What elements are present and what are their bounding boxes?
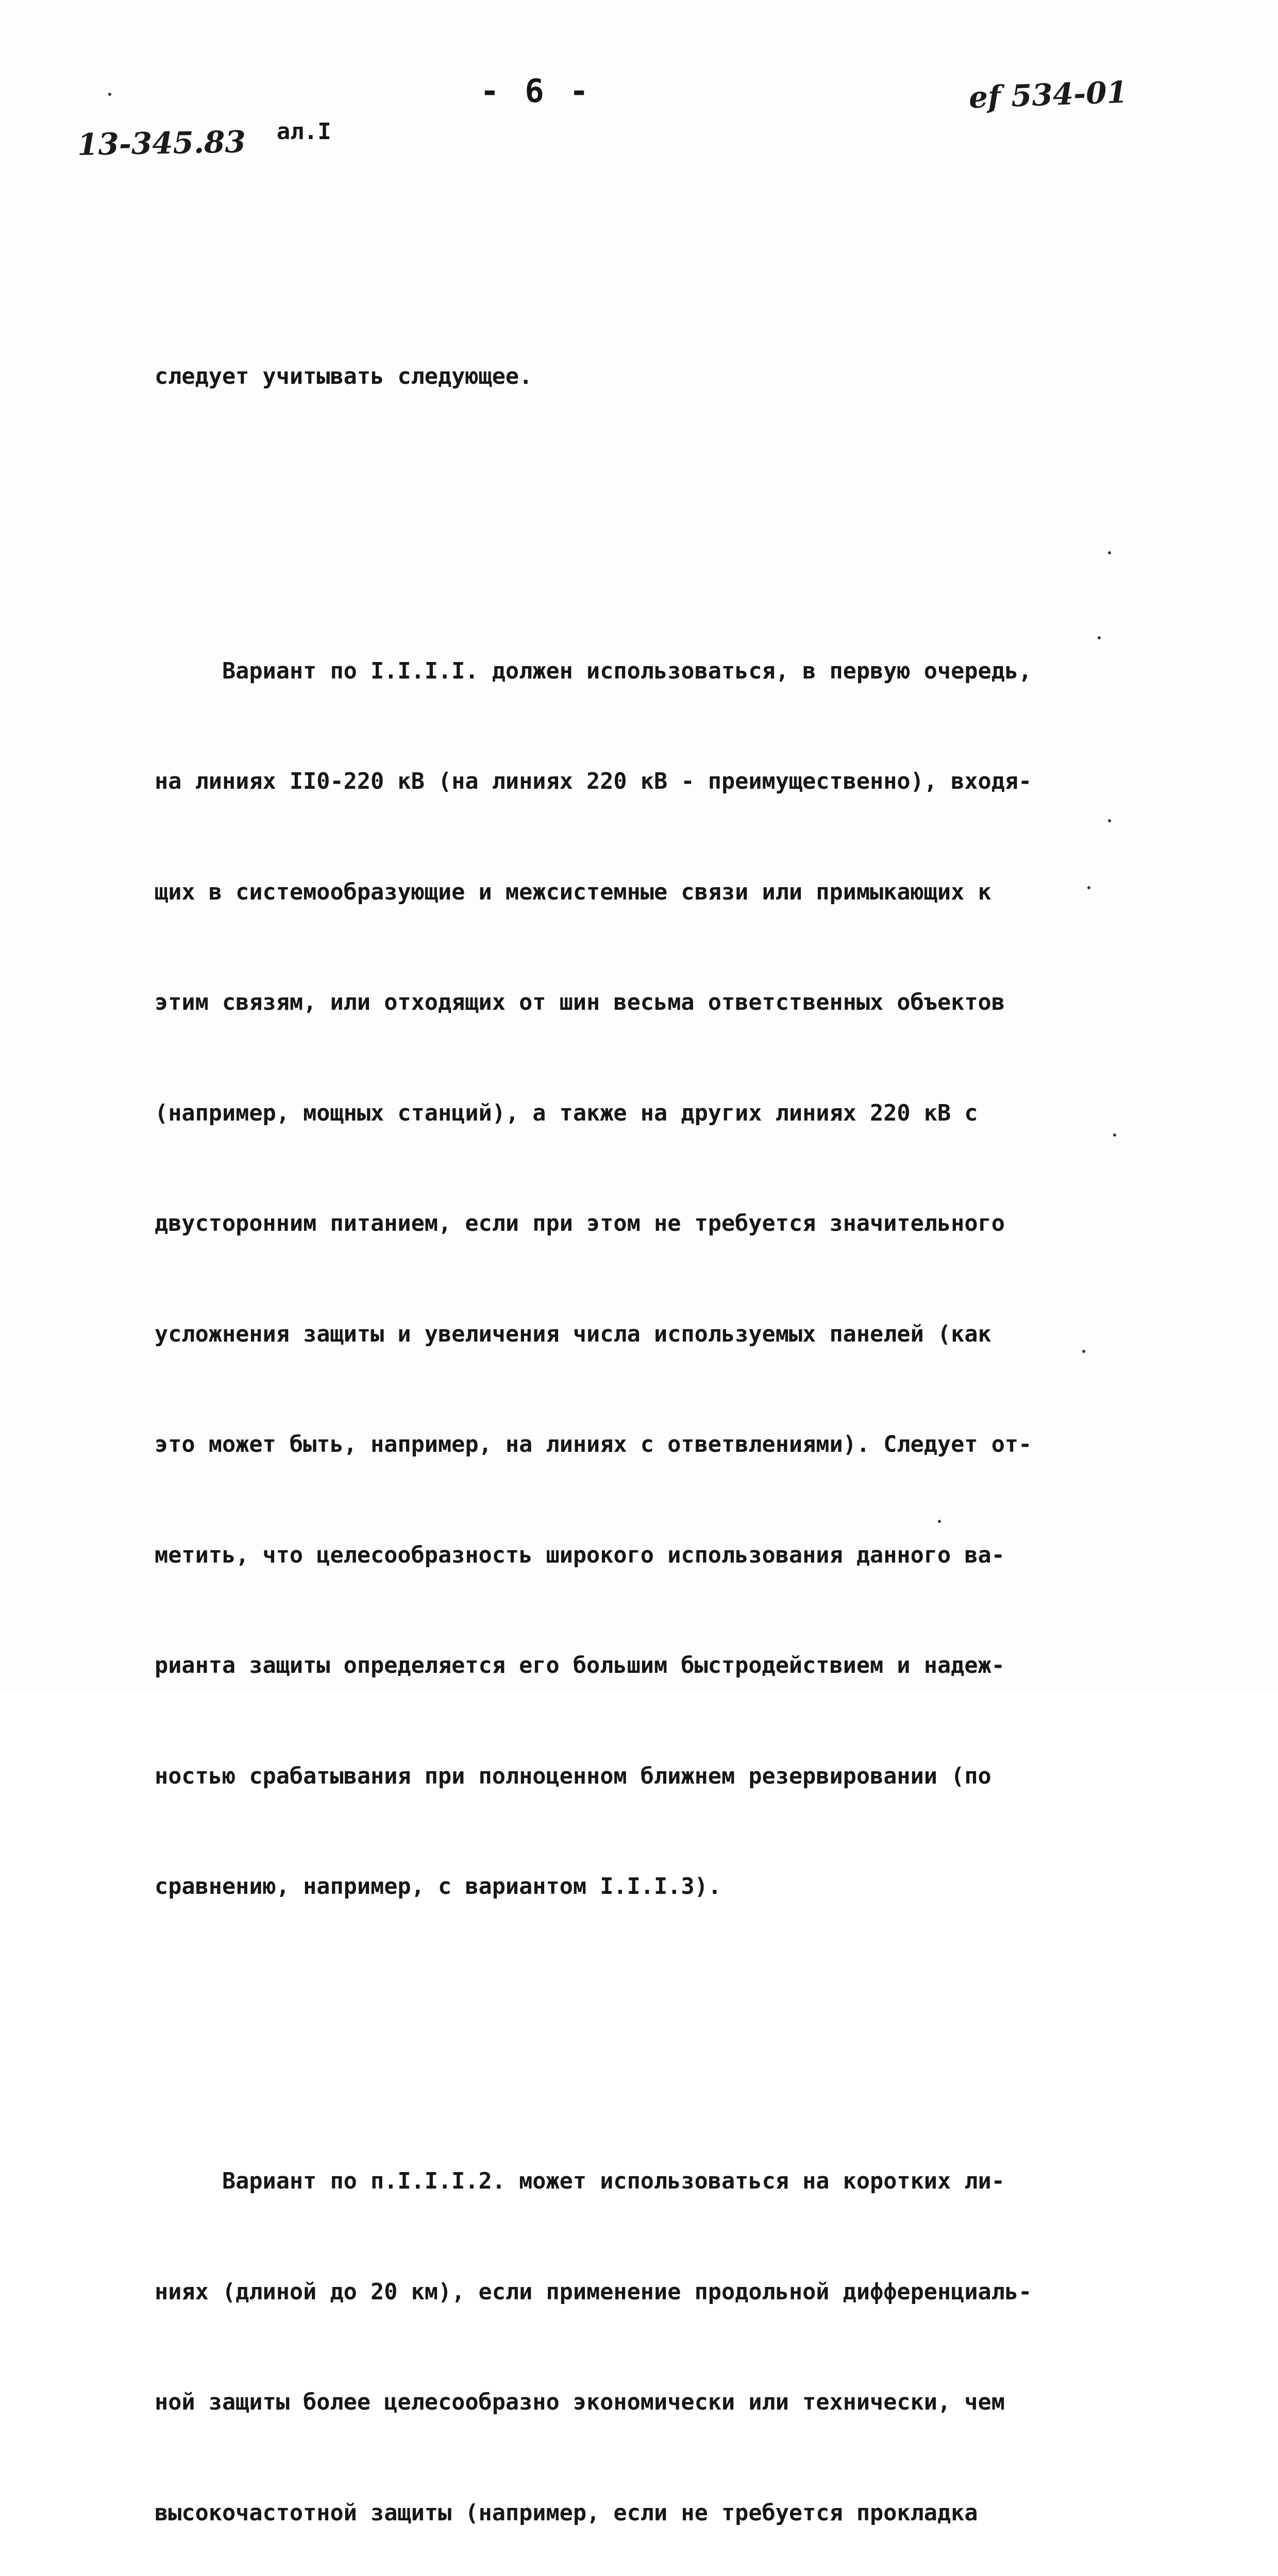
header-left bbox=[77, 118, 331, 161]
page-number: - 6 - bbox=[480, 72, 592, 110]
scan-speck bbox=[1113, 1133, 1116, 1137]
scan-speck bbox=[1087, 886, 1090, 889]
handwritten-code-right: ef 534-01 bbox=[968, 74, 1128, 115]
text-line: ной защиты более целесообразно экономически или технически, чем bbox=[155, 2389, 1005, 2415]
text-line: метить, что целесообразность широкого использования данного ва- bbox=[155, 1542, 1005, 1568]
paragraph bbox=[155, 580, 1123, 1979]
text-line: ностью срабатывания при полноценном ближнем резервировании (по bbox=[155, 1763, 991, 1789]
text-line: ниях (длиной до 20 км), если применение продольной дифференциаль- bbox=[155, 2279, 1032, 2305]
text-line: следует учитывать следующее. bbox=[155, 363, 533, 389]
text-line: Вариант по I.I.I.I. должен использоваться, в первую очередь, bbox=[155, 658, 1032, 684]
body-text bbox=[155, 174, 1123, 2576]
scan-speck bbox=[1108, 819, 1111, 822]
scan-speck bbox=[108, 93, 111, 96]
handwritten-code-left: 13-345.83 bbox=[77, 124, 246, 162]
text-line: сравнению, например, с вариантом I.I.I.3). bbox=[155, 1874, 721, 1900]
text-line: (например, мощных станций), а также на других линиях 220 кВ с bbox=[155, 1100, 978, 1126]
text-line: щих в системообразующие и межсистемные связи или примыкающих к bbox=[155, 879, 991, 905]
text-line: двусторонним питанием, если при этом не требуется значительного bbox=[155, 1211, 1005, 1236]
text-line: это может быть, например, на линиях с ответвлениями). Следует от- bbox=[155, 1432, 1032, 1458]
text-line: Вариант по п.I.I.I.2. может использоваться на коротких ли- bbox=[155, 2168, 1005, 2194]
paragraph bbox=[155, 285, 1123, 469]
text-line: усложнения защиты и увеличения числа используемых панелей (как bbox=[155, 1321, 991, 1347]
text-line: на линиях II0-220 кВ (на линиях 220 кВ - преимущественно), входя- bbox=[155, 769, 1032, 794]
text-line: высокочастотной защиты (например, если не требуется прокладка bbox=[155, 2500, 978, 2526]
scan-speck bbox=[1108, 551, 1111, 554]
sheet-mark: ал.I bbox=[276, 118, 331, 145]
text-line: этим связям, или отходящих от шин весьма ответственных объектов bbox=[155, 990, 1005, 1015]
scan-speck bbox=[938, 1520, 941, 1523]
paragraph bbox=[155, 2090, 1123, 2576]
scan-speck bbox=[1082, 1350, 1085, 1353]
scan-speck bbox=[1098, 636, 1101, 639]
text-line: рианта защиты определяется его большим быстродействием и надеж- bbox=[155, 1653, 1005, 1679]
